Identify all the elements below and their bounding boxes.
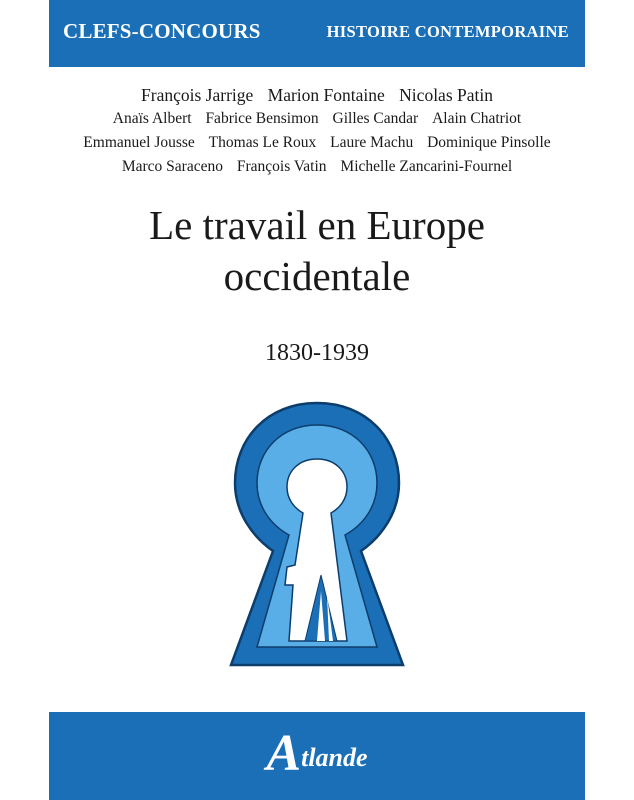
author-row bbox=[0, 85, 634, 106]
year-range: 1830-1939 bbox=[265, 340, 369, 366]
publisher-initial: A bbox=[266, 725, 302, 782]
title-line: Le travail en Europe bbox=[149, 202, 485, 248]
author-name: Fabrice Bensimon bbox=[205, 110, 319, 127]
top-banner bbox=[49, 0, 585, 67]
author-name: Marco Saraceno bbox=[121, 158, 223, 175]
title-line: occidentale bbox=[223, 253, 411, 299]
author-name: Anaïs Albert bbox=[112, 110, 192, 127]
author-name: François Vatin bbox=[236, 158, 327, 175]
author-name: Alain Chatriot bbox=[432, 110, 522, 127]
author-name: Emmanuel Jousse bbox=[83, 134, 195, 151]
keyhole-icon bbox=[227, 395, 407, 670]
author-name: François Jarrige bbox=[141, 85, 254, 105]
author-row bbox=[0, 158, 634, 176]
series-name: CLEFS-CONCOURS bbox=[63, 19, 261, 43]
collection-name: HISTOIRE CONTEMPORAINE bbox=[326, 22, 569, 41]
author-name: Dominique Pinsolle bbox=[427, 134, 551, 151]
author-name: Thomas Le Roux bbox=[208, 134, 317, 151]
author-name: Michelle Zancarini-Fournel bbox=[340, 158, 513, 175]
author-name: Marion Fontaine bbox=[267, 85, 385, 105]
author-name: Nicolas Patin bbox=[399, 85, 493, 105]
book-title bbox=[0, 200, 634, 302]
author-row bbox=[0, 134, 634, 152]
bottom-banner bbox=[49, 712, 585, 800]
publisher-name-rest: tlande bbox=[301, 743, 368, 772]
author-row bbox=[0, 110, 634, 128]
author-name: Laure Machu bbox=[330, 134, 414, 151]
publisher-logo bbox=[49, 724, 585, 783]
author-name: Gilles Candar bbox=[332, 110, 419, 127]
